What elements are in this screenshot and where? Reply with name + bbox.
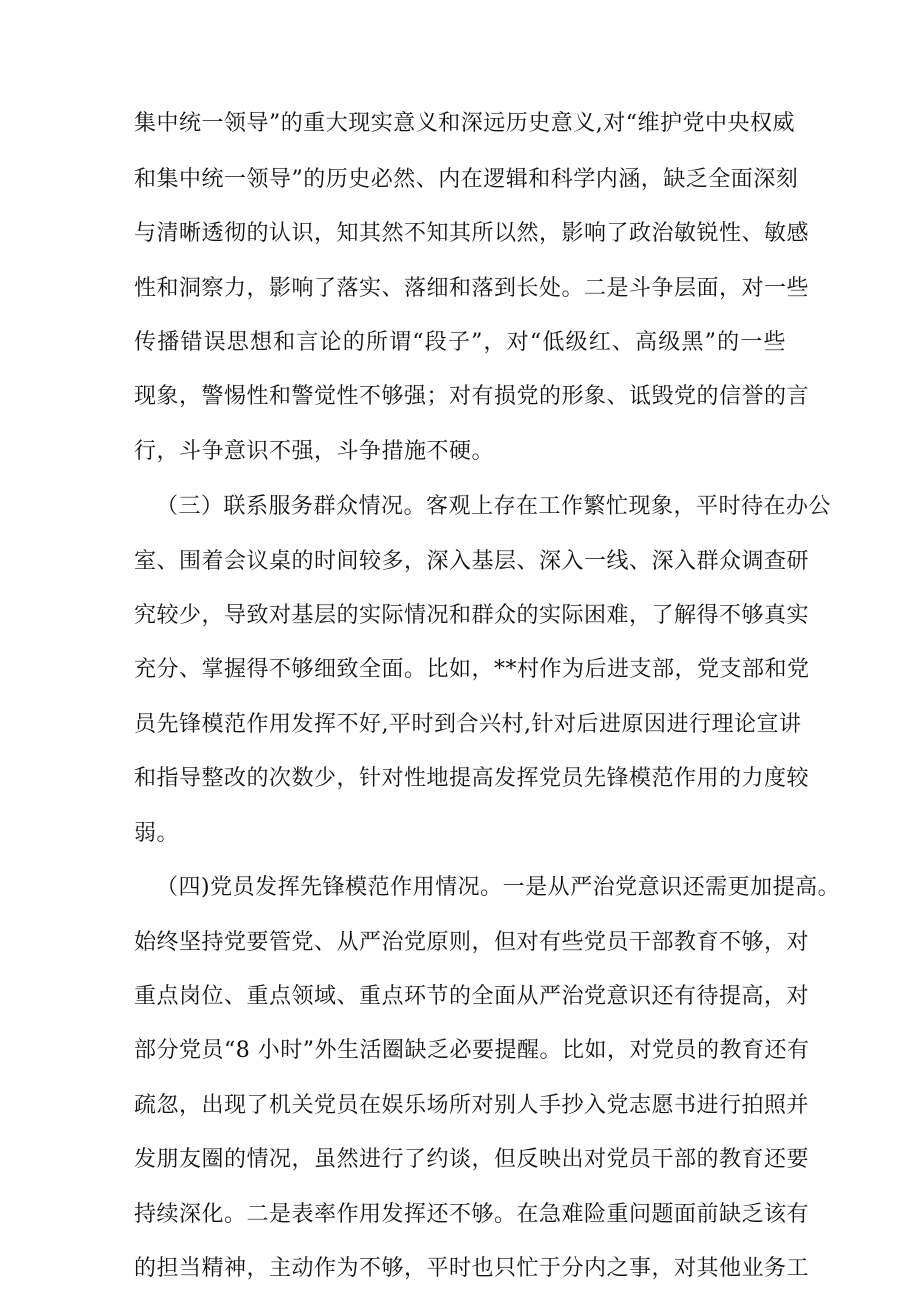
text-line: 发朋友圈的情况，虽然进行了约谈，但反映出对党员干部的教育还要 — [134, 1147, 810, 1172]
text-line: 和指导整改的次数少，针对性地提高发挥党员先锋模范作用的力度较 — [134, 766, 810, 791]
text-line: 现象，警惕性和警觉性不够强；对有损党的形象、诋毁党的信誉的言 — [134, 384, 810, 409]
text-line: 部分党员“8 小时”外生活圈缺乏必要提醒。比如，对党员的教育还有 — [134, 1038, 810, 1063]
section-heading-line: （三）联系服务群众情况。客观上存在工作繁忙现象，平时待在办公 — [156, 494, 832, 519]
text-line: 室、围着会议桌的时间较多，深入基层、深入一线、深入群众调查研 — [134, 549, 810, 574]
text-line: 始终坚持党要管党、从严治党原则，但对有些党员干部教育不够，对 — [134, 930, 810, 955]
text-line: 行，斗争意识不强，斗争措施不硬。 — [134, 439, 495, 464]
text-line: 重点岗位、重点领域、重点环节的全面从严治党意识还有待提高，对 — [134, 984, 810, 1009]
text-line: 的担当精神，主动作为不够，平时也只忙于分内之事，对其他业务工 — [134, 1256, 810, 1281]
text-line: 究较少，导致对基层的实际情况和群众的实际困难，了解得不够真实 — [134, 603, 810, 628]
text-line: 集中统一领导”的重大现实意义和深远历史意义,对“维护党中央权威 — [134, 111, 795, 136]
text-line: 充分、掌握得不够细致全面。比如，**村作为后进支部，党支部和党 — [134, 657, 810, 682]
text-line: 传播错误思想和言论的所谓“段子”，对“低级红、高级黑”的一些 — [134, 330, 786, 355]
section-heading-line: （四)党员发挥先锋模范作用情况。一是从严治党意识还需更加提高。 — [156, 875, 841, 900]
text-line: 员先锋模范作用发挥不好,平时到合兴村,针对后进原因进行理论宣讲 — [134, 712, 802, 737]
text-line: 与清晰透彻的认识，知其然不知其所以然，影响了政治敏锐性、敏感 — [134, 221, 810, 246]
text-line: 持续深化。二是表率作用发挥还不够。在急难险重问题面前缺乏该有 — [134, 1202, 810, 1227]
text-line: 性和洞察力，影响了落实、落细和落到长处。二是斗争层面，对一些 — [134, 276, 810, 301]
text-line: 疏忽，出现了机关党员在娱乐场所对别人手抄入党志愿书进行拍照并 — [134, 1093, 810, 1118]
text-line: 和集中统一领导”的历史必然、内在逻辑和科学内涵，缺乏全面深刻 — [134, 167, 799, 192]
text-line: 弱。 — [134, 821, 180, 846]
